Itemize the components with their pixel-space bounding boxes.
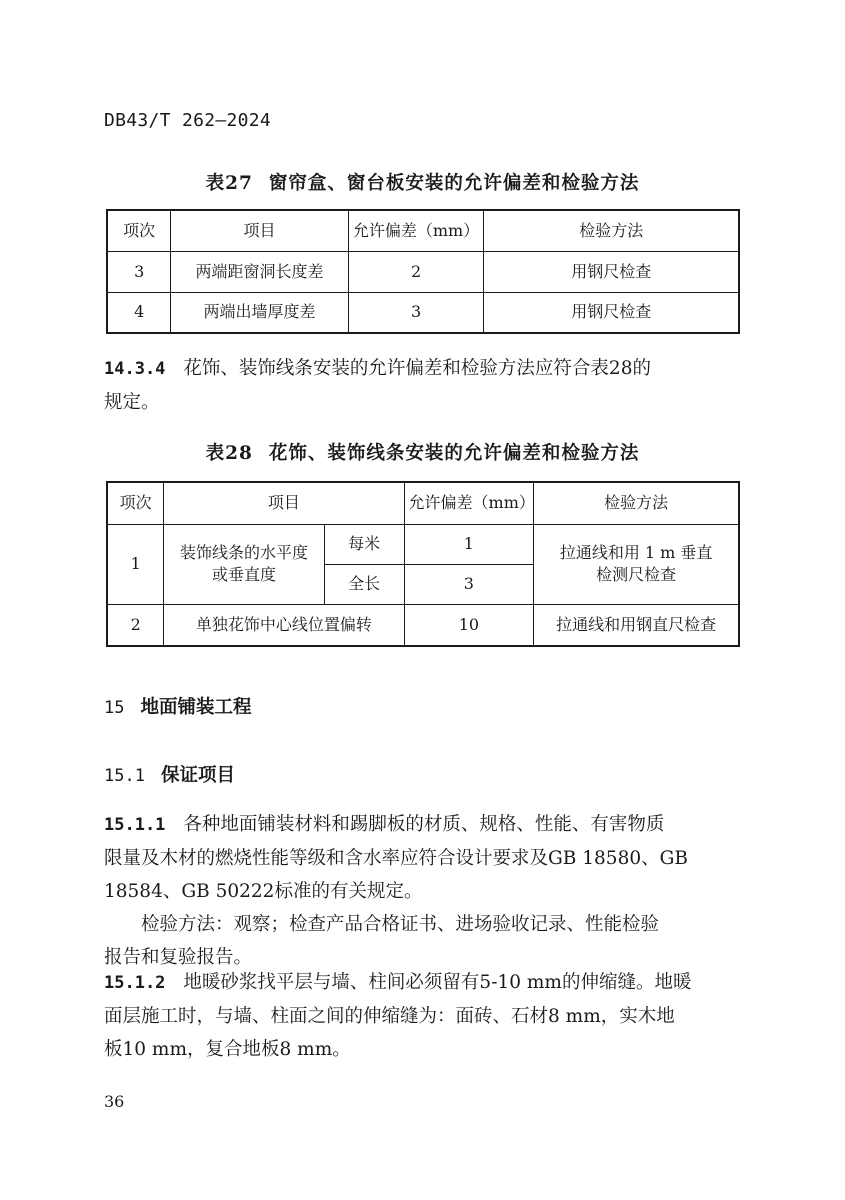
table-header-cell: 项目 (171, 210, 348, 251)
clause-text: 地暖砂浆找平层与墙、柱间必须留有5-10 mm的伸缩缝。地暖 (183, 972, 692, 993)
table28 (106, 481, 740, 647)
table28-header-row (107, 482, 739, 524)
clause-line: 18584、GB 50222标准的有关规定。 (104, 881, 423, 902)
table-header-cell: 项次 (107, 210, 171, 251)
table-cell: 3 (348, 292, 484, 333)
table28-caption: 花饰、装饰线条安装的允许偏差和检验方法 (268, 443, 640, 464)
clause-line (104, 808, 744, 842)
clause-number: 14.3.4 (104, 359, 166, 379)
table27 (106, 209, 740, 334)
clause-15-1-2 (104, 966, 744, 1066)
table-row (107, 251, 739, 292)
subsection-title: 保证项目 (160, 765, 235, 786)
table-cell: 两端距窗洞长度差 (171, 251, 348, 292)
table-cell: 两端出墙厚度差 (171, 292, 348, 333)
table-cell: 3 (107, 251, 171, 292)
section-heading (104, 693, 252, 719)
clause-line: 限量及木材的燃烧性能等级和含水率应符合设计要求及GB 18580、GB (104, 848, 688, 869)
cell-line: 检测尺检查 (596, 565, 677, 584)
section-title: 地面铺装工程 (140, 697, 252, 718)
table27-number: 表27 (205, 173, 253, 194)
clause-14-3-4 (104, 352, 744, 419)
cell-line: 装饰线条的水平度 (180, 543, 309, 562)
table27-title (0, 169, 845, 195)
clause-text: 各种地面铺装材料和踢脚板的材质、规格、性能、有害物质 (183, 814, 665, 835)
clause-line: 板10 mm，复合地板8 mm。 (104, 1039, 351, 1060)
table28-title (0, 439, 845, 465)
cell-line: 或垂直度 (212, 565, 277, 584)
table-cell: 单独花饰中心线位置偏转 (164, 604, 404, 646)
table-cell: 用钢尺检查 (484, 292, 739, 333)
cell-line: 拉通线和用 1 m 垂直 (559, 543, 713, 562)
clause-line: 检验方法：观察；检查产品合格证书、进场验收记录、性能检验 (141, 914, 660, 935)
clause-number: 15.1.2 (104, 973, 166, 993)
table-cell: 2 (348, 251, 484, 292)
table-row (107, 292, 739, 333)
subsection-heading (104, 761, 235, 787)
table-cell: 4 (107, 292, 171, 333)
clause-number: 15.1.1 (104, 815, 166, 835)
clause-line (104, 352, 744, 386)
table-row (107, 524, 739, 564)
table28-number: 表28 (205, 443, 253, 464)
table-header-cell: 允许偏差（mm） (404, 482, 534, 524)
page-number: 36 (104, 1092, 125, 1111)
table-cell: 用钢尺检查 (484, 251, 739, 292)
table27-caption: 窗帘盒、窗台板安装的允许偏差和检验方法 (268, 173, 640, 194)
table27-header-row (107, 210, 739, 251)
table-header-cell: 允许偏差（mm） (348, 210, 484, 251)
table-header-cell: 项目 (164, 482, 404, 524)
table-header-cell: 项次 (107, 482, 164, 524)
table-cell (534, 524, 739, 604)
table-cell: 2 (107, 604, 164, 646)
table-cell: 1 (404, 524, 534, 564)
table-cell: 10 (404, 604, 534, 646)
clause-line: 规定。 (104, 392, 160, 413)
subsection-number: 15.1 (104, 766, 145, 786)
document-code: DB43/T 262—2024 (104, 110, 272, 131)
table-cell: 拉通线和用钢直尺检查 (534, 604, 739, 646)
table-cell: 全长 (324, 564, 404, 604)
clause-text: 花饰、装饰线条安装的允许偏差和检验方法应符合表28的 (183, 358, 651, 379)
clause-line: 面层施工时，与墙、柱面之间的伸缩缝为：面砖、石材8 mm，实木地 (104, 1006, 675, 1027)
clause-line (104, 966, 744, 1000)
table-header-cell: 检验方法 (534, 482, 739, 524)
clause-line: 报告和复验报告。 (104, 947, 253, 968)
table-cell: 3 (404, 564, 534, 604)
table-cell (164, 524, 324, 604)
section-number: 15 (104, 698, 125, 718)
table-cell: 每米 (324, 524, 404, 564)
table-cell: 1 (107, 524, 164, 604)
clause-15-1-1 (104, 808, 744, 974)
table-header-cell: 检验方法 (484, 210, 739, 251)
table-row (107, 604, 739, 646)
